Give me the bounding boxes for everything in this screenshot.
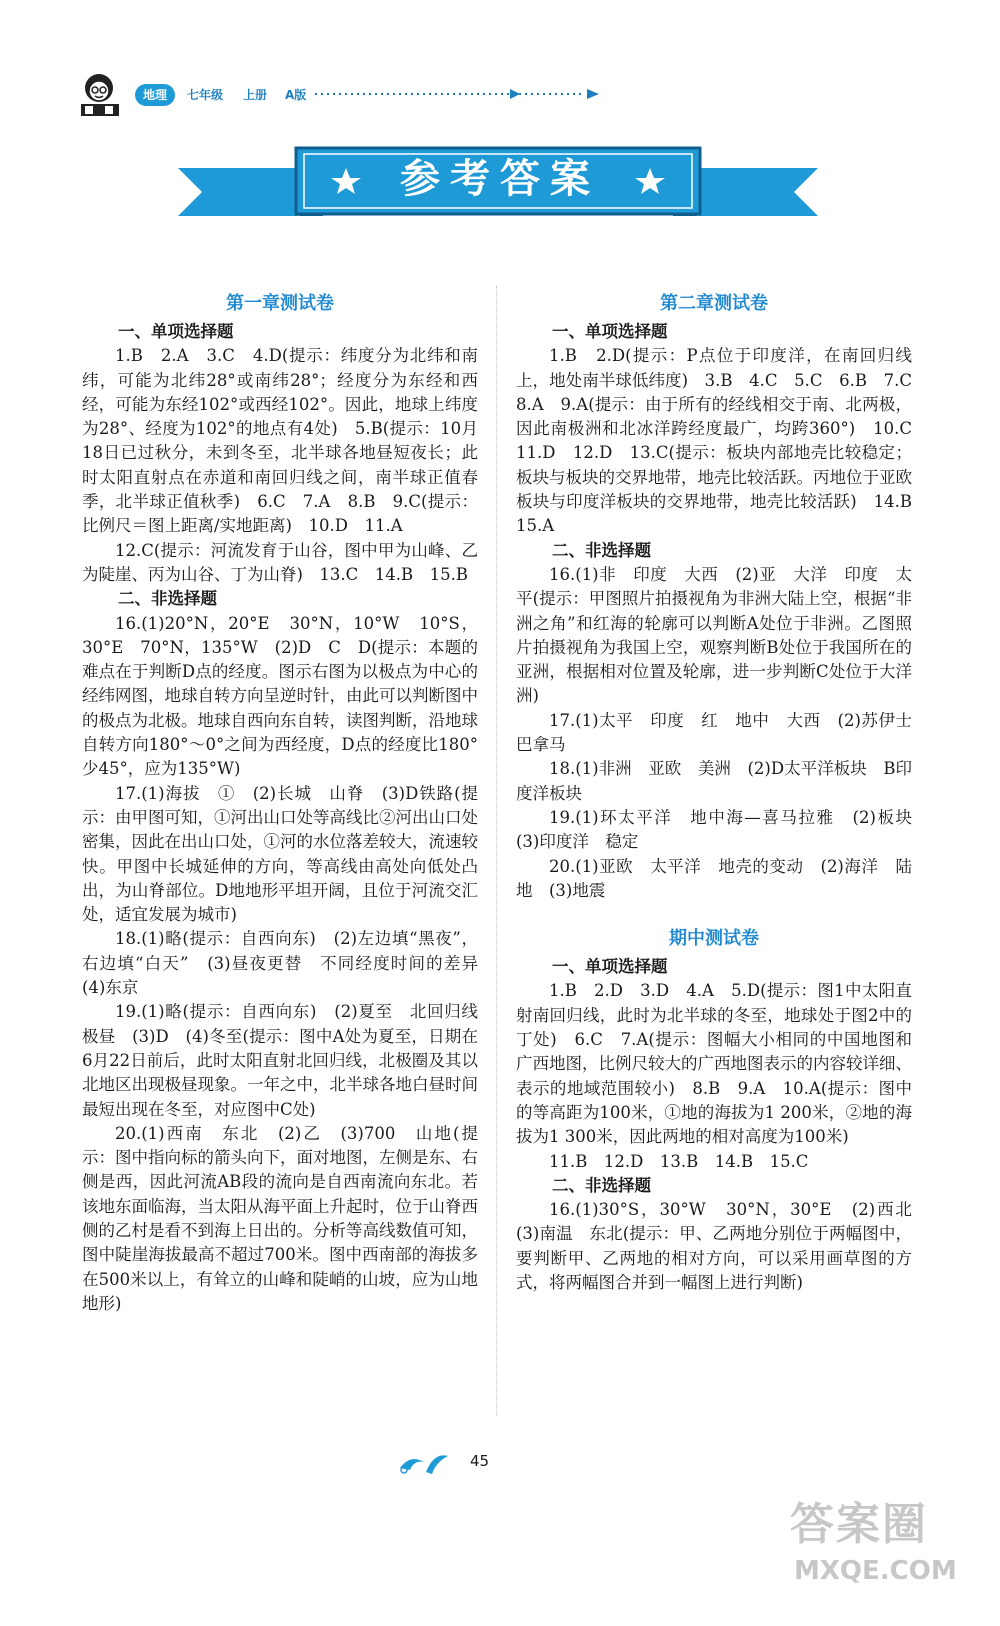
edition-label: A版 xyxy=(285,88,307,102)
mascot-icon xyxy=(75,70,127,120)
answer-paragraph: 1.B 2.A 3.C 4.D(提示：纬度分为北纬和南纬，可能为北纬28°或南纬28°；经度分为东经和西经，可能为东经102°或西经102°。因此，地球上纬度为28°、经度为102°的地点有4处) 5.B(提示：10月18日已过秋分，未到冬至，北半球各地昼短夜长；此时太阳直射点在赤道和南回归线之间，南半球正值春季，北半球正值秋季) 6.C 7.A 8.B 9.C(提示：比例尺＝图上距离/实地距离) 10.D 11.A xyxy=(82,346,478,536)
answer-paragraph: 20.(1)亚欧 太平洋 地壳的变动 (2)海洋 陆地 (3)地震 xyxy=(516,856,912,900)
section-heading: 一、单项选择题 xyxy=(552,322,668,341)
spacer xyxy=(516,903,912,925)
page-header xyxy=(75,76,635,116)
answer-paragraph: 16.(1)30°S，30°W 30°N，30°E (2)西北 (3)南温 东北(提示：甲、乙两地分别位于两幅图中，要判断甲、乙两地的相对方向，可以采用画草图的方式，将两幅图合并到一幅图上进行判断) xyxy=(516,1200,929,1292)
subject-badge: 地理 xyxy=(135,84,175,106)
answer-paragraph: 19.(1)略(提示：自西向东) (2)夏至 北回归线 极昼 (3)D (4)冬至(提示：图中A处为夏至，日期在6月22日前后，此时太阳直射北回归线，北极圈及其以北地区出现极昼现象。一年之中，北半球各地白昼时间最短出现在冬至，对应图中C处) xyxy=(82,1002,495,1119)
answer-paragraph: 17.(1)海拔 ① (2)长城 山脊 (3)D铁路(提示：由甲图可知，①河出山口处等高线比②河出山口处密集，因此在出山口处，①河的水位落差较大，流速较快。甲图中长城延伸的方向，等高线由高处向低处凸出，为山脊部位。D地地形平坦开阔，且位于河流交汇处，适宜发展为城市) xyxy=(82,783,478,925)
column-divider xyxy=(496,286,497,1416)
section-heading: 二、非选择题 xyxy=(118,589,217,609)
grade-label: 七年级 xyxy=(187,88,224,102)
page-title: 参考答案 xyxy=(400,155,600,202)
chapter1-title: 第一章测试卷 xyxy=(226,293,334,314)
dotted-arrow-icon xyxy=(315,86,645,102)
answer-paragraph: 1.B 2.D(提示：P点位于印度洋，在南回归线上，地处南半球低纬度) 3.B 4.C 5.C 6.B 7.C 8.A 9.A(提示：由于所有的经线相交于南、北两极，因此南极洲和北冰洋跨经度最广，均跨360°) 10.C 11.D 12.D 13.C(提示：板块内部地壳比较稳定；板块与板块的交界地带，地壳比较活跃。丙地位于亚欧板块与印度洋板块的交界地带，地壳比较活跃) 14.B 15.A xyxy=(516,346,929,536)
footer-ornament-icon xyxy=(390,1448,590,1478)
answer-paragraph: 18.(1)非洲 亚欧 美洲 (2)D太平洋板块 B印度洋板块 xyxy=(516,759,912,803)
section-heading: 一、单项选择题 xyxy=(118,322,234,341)
volume-label: 上册 xyxy=(243,88,268,102)
answer-paragraph: 18.(1)略(提示：自西向东) (2)左边填“黑夜”，右边填“白天” (3)昼夜更替 不同经度时间的差异 (4)东京 xyxy=(82,929,495,998)
watermark-text: 答案圈 xyxy=(790,1499,928,1550)
section-heading: 一、单项选择题 xyxy=(552,957,668,977)
watermark-url: MXQE.COM xyxy=(794,1556,957,1586)
answer-paragraph: 20.(1)西南 东北 (2)乙 (3)700 山地(提示：图中指向标的箭头向下，面对地图，左侧是东、右侧是西，因此河流AB段的流向是自西南流向东北。若该地东面临海，当太阳从海平面上升起时，位于山脊西侧的乙村是看不到海上日出的。分析等高线数值可知，图中陡崖海拔最高不超过700米。图中西南部的海拔多在500米以上，有耸立的山峰和陡峭的山坡，应为山地地形) xyxy=(82,1123,478,1313)
left-column xyxy=(82,290,495,1316)
answer-paragraph: 16.(1)20°N，20°E 30°N，10°W 10°S，30°E 70°N，135°W (2)D C D(提示：本题的难点在于判断D点的经度。图示右图为以极点为中心的经纬网图，地球自转方向呈逆时针，由此可以判断图中的极点为北极。地球自西向东自转，读图判断，沿地球自转方向180°～0°之间为西经度，D点的经度比180°少45°，应为135°W) xyxy=(82,613,478,779)
chapter2-title: 第二章测试卷 xyxy=(660,293,768,314)
right-column xyxy=(516,290,929,1295)
watermark xyxy=(790,1488,970,1608)
answer-paragraph: 1.B 2.D 3.D 4.A 5.D(提示：图1中太阳直射南回归线，此时为北半球的冬至，地球处于图2中的丁处) 6.C 7.A(提示：图幅大小相同的中国地图和广西地图，比例尺较大的广西地图表示的内容较详细、表示的地域范围较小) 8.B 9.A 10.A(提示：图中的等高距为100米，①地的海拔为1 200米，②地的海拔为1 300米，因此两地的相对高度为100米) xyxy=(516,981,912,1147)
answer-paragraph: 12.C(提示：河流发育于山谷，图中甲为山峰、乙为陡崖、丙为山谷、丁为山脊) 13.C 14.B 15.B xyxy=(82,540,478,584)
midterm-title: 期中测试卷 xyxy=(669,928,759,950)
section-heading: 二、非选择题 xyxy=(552,540,651,560)
page-number: 45 xyxy=(470,1452,490,1470)
answer-paragraph: 17.(1)太平 印度 红 地中 大西 (2)苏伊士 巴拿马 xyxy=(516,710,929,755)
answer-paragraph: 16.(1)非 印度 大西 (2)亚 大洋 印度 太平(提示：甲图照片拍摄视角为非洲大陆上空，根据“非洲之角”和红海的轮廓可以判断A处位于非洲。乙图照片拍摄视角为我国上空，观察判断B处位于我国所在的亚洲，根据相对位置及轮廓，进一步判断C处位于大洋洲) xyxy=(516,564,912,706)
section-heading: 二、非选择题 xyxy=(552,1175,651,1195)
answer-paragraph: 19.(1)环太平洋 地中海—喜马拉雅 (2)板块 (3)印度洋 稳定 xyxy=(516,807,929,852)
answer-paragraph: 11.B 12.D 13.B 14.B 15.C xyxy=(549,1151,809,1171)
